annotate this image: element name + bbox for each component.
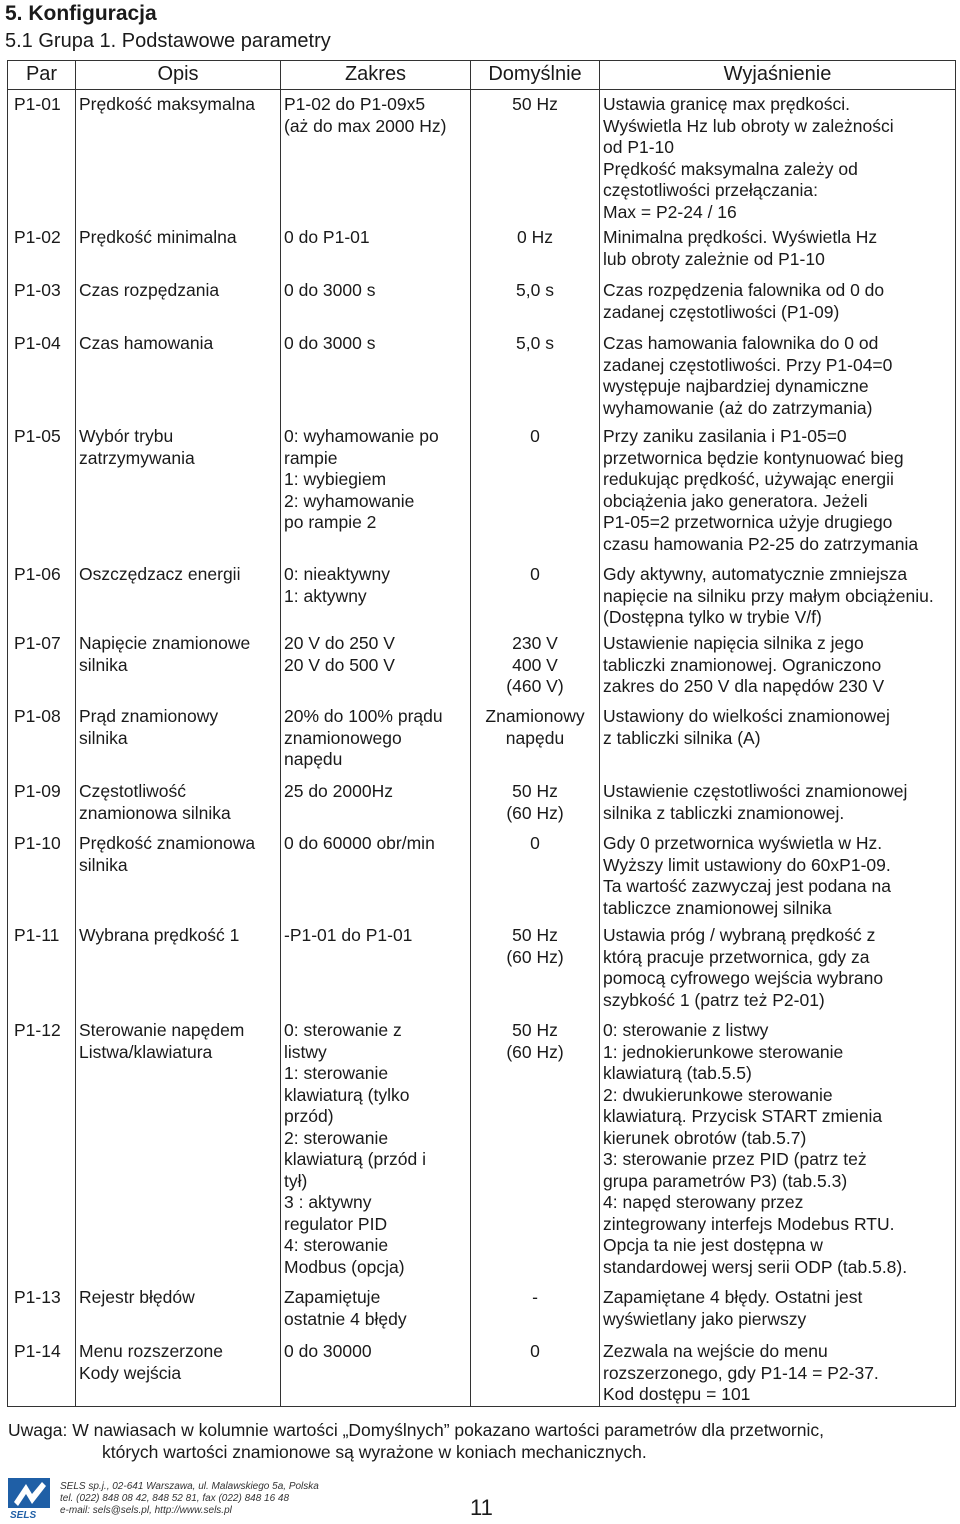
cell-zakres: 20% do 100% prądu znamionowego napędu — [281, 702, 471, 777]
cell-opis: Wybór trybu zatrzymywania — [76, 422, 281, 560]
cell-zakres: P1-02 do P1-09x5 (aż do max 2000 Hz) — [281, 90, 471, 224]
cell-zakres: 20 V do 250 V 20 V do 500 V — [281, 629, 471, 702]
cell-opis: Wybrana prędkość 1 — [76, 921, 281, 1016]
header-wyjasnienie: Wyjaśnienie — [600, 61, 956, 90]
cell-wyjasnienie: Ustawia granicę max prędkości. Wyświetla Hz lub obroty w zależności od P1-10 Prędkość maksymalna zależy od częstotliwości przełączania: Max = P2-24 / 16 — [600, 90, 956, 224]
cell-opis: Czas hamowania — [76, 329, 281, 422]
cell-opis: Prędkość maksymalna — [76, 90, 281, 224]
cell-opis: Prędkość znamionowa silnika — [76, 829, 281, 921]
cell-domyslnie: 50 Hz (60 Hz) — [471, 921, 600, 1016]
cell-wyjasnienie: Czas rozpędzenia falownika od 0 do zadanej częstotliwości (P1-09) — [600, 276, 956, 329]
cell-wyjasnienie: 0: sterowanie z listwy 1: jednokierunkowe sterowanie klawiaturą (tab.5.5) 2: dwukierunkowe sterowanie klawiaturą. Przycisk START zmienia kierunek obrotów (tab.5.7) 3: sterowanie przez PID (patrz też grupa parametrów P3) (tab.5.3) 4: napęd sterowany przez zintegrowany interfejs Modebus RTU. Opcja ta nie jest dostępna w standardowej wersj serii ODP (tab.5.8). — [600, 1016, 956, 1283]
cell-domyslnie: 5,0 s — [471, 329, 600, 422]
footer-contact: e-mail: sels@sels.pl, http://www.sels.pl — [60, 1505, 232, 1516]
cell-par: P1-14 — [8, 1337, 76, 1406]
cell-par: P1-05 — [8, 422, 76, 560]
cell-par: P1-10 — [8, 829, 76, 921]
cell-domyslnie: 0 — [471, 1337, 600, 1406]
cell-wyjasnienie: Zapamiętane 4 błędy. Ostatni jest wyświetlany jako pierwszy — [600, 1283, 956, 1337]
footnote-line-2: których wartości znamionowe są wyrażone w koniach mechanicznych. — [102, 1441, 647, 1462]
cell-zakres: 0 do 60000 obr/min — [281, 829, 471, 921]
cell-domyslnie: Znamionowy napędu — [471, 702, 600, 777]
table-row — [8, 560, 956, 629]
cell-opis: Czas rozpędzania — [76, 276, 281, 329]
table-row — [8, 223, 956, 276]
table-row — [8, 329, 956, 422]
cell-zakres: Zapamiętuje ostatnie 4 błędy — [281, 1283, 471, 1337]
header-opis: Opis — [76, 61, 281, 90]
table-row — [8, 1283, 956, 1337]
table-row — [8, 276, 956, 329]
cell-par: P1-12 — [8, 1016, 76, 1283]
cell-domyslnie: 0 — [471, 422, 600, 560]
cell-domyslnie: 0 Hz — [471, 223, 600, 276]
header-zakres: Zakres — [281, 61, 471, 90]
cell-wyjasnienie: Minimalna prędkości. Wyświetla Hz lub obroty zależnie od P1-10 — [600, 223, 956, 276]
cell-par: P1-02 — [8, 223, 76, 276]
table-row — [8, 777, 956, 829]
cell-par: P1-03 — [8, 276, 76, 329]
cell-opis: Prędkość minimalna — [76, 223, 281, 276]
cell-wyjasnienie: Gdy 0 przetwornica wyświetla w Hz. Wyższy limit ustawiony do 60xP1-09. Ta wartość zazwyczaj jest podana na tabliczce znamionowej silnika — [600, 829, 956, 921]
header-domyslnie: Domyślnie — [471, 61, 600, 90]
cell-par: P1-04 — [8, 329, 76, 422]
cell-zakres: 0: wyhamowanie po rampie 1: wybiegiem 2: wyhamowanie po rampie 2 — [281, 422, 471, 560]
cell-wyjasnienie: Gdy aktywny, automatycznie zmniejsza napięcie na silniku przy małym obciążeniu. (Dostępna tylko w trybie V/f) — [600, 560, 956, 629]
header-par: Par — [8, 61, 76, 90]
table-row — [8, 422, 956, 560]
cell-zakres: 0 do P1-01 — [281, 223, 471, 276]
footnote-line-1: Uwaga: W nawiasach w kolumnie wartości „Domyślnych” pokazano wartości parametrów dla przetwornic, — [8, 1420, 824, 1440]
cell-opis: Menu rozszerzone Kody wejścia — [76, 1337, 281, 1406]
cell-zakres: 25 do 2000Hz — [281, 777, 471, 829]
page-number: 11 — [470, 1495, 493, 1520]
cell-domyslnie: 50 Hz — [471, 90, 600, 224]
table-row — [8, 702, 956, 777]
footer-address: SELS sp.j., 02-641 Warszawa, ul. Malawskiego 5a, Polska — [60, 1481, 319, 1492]
footer-phone: tel. (022) 848 08 42, 848 52 81, fax (022) 848 16 48 — [60, 1493, 290, 1504]
table-row — [8, 1016, 956, 1283]
table-row — [8, 829, 956, 921]
table-row — [8, 629, 956, 702]
cell-wyjasnienie: Ustawienie napięcia silnika z jego tabliczki znamionowej. Ograniczono zakres do 250 V dla napędów 230 V — [600, 629, 956, 702]
cell-par: P1-07 — [8, 629, 76, 702]
cell-par: P1-08 — [8, 702, 76, 777]
logo-wordmark: SELS — [10, 1510, 37, 1520]
cell-opis: Prąd znamionowy silnika — [76, 702, 281, 777]
cell-opis: Napięcie znamionowe silnika — [76, 629, 281, 702]
cell-domyslnie: 50 Hz (60 Hz) — [471, 777, 600, 829]
cell-zakres: 0 do 3000 s — [281, 276, 471, 329]
cell-par: P1-09 — [8, 777, 76, 829]
cell-domyslnie: 230 V 400 V (460 V) — [471, 629, 600, 702]
cell-domyslnie: 50 Hz (60 Hz) — [471, 1016, 600, 1283]
sels-logo-icon — [6, 1476, 56, 1520]
cell-zakres: 0 do 3000 s — [281, 329, 471, 422]
cell-par: P1-13 — [8, 1283, 76, 1337]
cell-wyjasnienie: Czas hamowania falownika do 0 od zadanej częstotliwości. Przy P1-04=0 występuje najbardziej dynamiczne wyhamowanie (aż do zatrzymania) — [600, 329, 956, 422]
cell-zakres: -P1-01 do P1-01 — [281, 921, 471, 1016]
cell-wyjasnienie: Zezwala na wejście do menu rozszerzonego, gdy P1-14 = P2-37. Kod dostępu = 101 — [600, 1337, 956, 1406]
cell-opis: Sterowanie napędem Listwa/klawiatura — [76, 1016, 281, 1283]
table-header-row — [8, 61, 956, 90]
cell-zakres: 0: sterowanie z listwy 1: sterowanie klawiaturą (tylko przód) 2: sterowanie klawiaturą (przód i tył) 3 : aktywny regulator PID 4: sterowanie Modbus (opcja) — [281, 1016, 471, 1283]
cell-opis: Oszczędzacz energii — [76, 560, 281, 629]
cell-domyslnie: 0 — [471, 560, 600, 629]
cell-wyjasnienie: Ustawienie częstotliwości znamionowej silnika z tabliczki znamionowej. — [600, 777, 956, 829]
cell-par: P1-06 — [8, 560, 76, 629]
subsection-heading: 5.1 Grupa 1. Podstawowe parametry — [5, 30, 331, 52]
cell-zakres: 0: nieaktywny 1: aktywny — [281, 560, 471, 629]
footnote — [8, 1420, 824, 1463]
cell-domyslnie: 5,0 s — [471, 276, 600, 329]
table-row — [8, 90, 956, 224]
parameters-table — [7, 60, 956, 1407]
cell-wyjasnienie: Ustawia próg / wybraną prędkość z którą pracuje przetwornica, gdy za pomocą cyfrowego wejścia wybrano szybkość 1 (patrz też P2-01) — [600, 921, 956, 1016]
cell-par: P1-11 — [8, 921, 76, 1016]
company-footer — [60, 1481, 319, 1517]
section-heading: 5. Konfiguracja — [5, 2, 157, 25]
cell-wyjasnienie: Ustawiony do wielkości znamionowej z tabliczki silnika (A) — [600, 702, 956, 777]
table-row — [8, 921, 956, 1016]
cell-par: P1-01 — [8, 90, 76, 224]
cell-zakres: 0 do 30000 — [281, 1337, 471, 1406]
cell-wyjasnienie: Przy zaniku zasilania i P1-05=0 przetwornica będzie kontynuować bieg redukując prędkość, używając energii obciążenia jako generatora. Jeżeli P1-05=2 przetwornica użyje drugiego czasu hamowania P2-25 do zatrzymania — [600, 422, 956, 560]
cell-domyslnie: 0 — [471, 829, 600, 921]
table-row — [8, 1337, 956, 1406]
cell-opis: Częstotliwość znamionowa silnika — [76, 777, 281, 829]
cell-domyslnie: - — [471, 1283, 600, 1337]
cell-opis: Rejestr błędów — [76, 1283, 281, 1337]
